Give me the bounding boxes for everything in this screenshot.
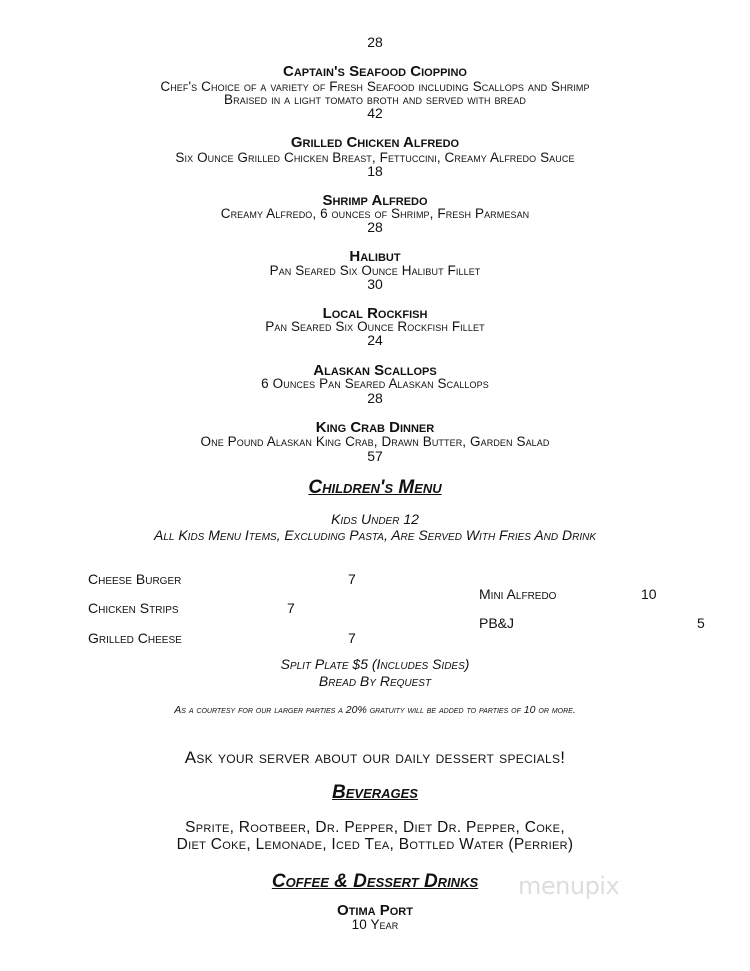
dish-description: Braised in a light tomato broth and served with bread [224,92,526,107]
kids-item-name: Mini Alfredo [479,586,557,602]
dish-description: 6 Ounces Pan Seared Alaskan Scallops [261,376,489,391]
dish-description: Six Ounce Grilled Chicken Breast, Fettuccini, Creamy Alfredo Sauce [175,150,575,165]
price: 30 [367,276,383,292]
dish-name: Captain's Seafood Cioppino [283,63,467,80]
dish-description: Pan Seared Six Ounce Rockfish Fillet [265,319,485,334]
price: 42 [367,105,383,121]
kids-item-price: 7 [348,630,356,646]
dish-description: Chef's Choice of a variety of Fresh Seafood including Scallops and Shrimp [160,79,590,94]
price: 28 [367,34,383,50]
bread-note: Bread By Request [318,673,432,689]
price: 24 [367,332,383,348]
dish-name: Local Rockfish [322,305,428,322]
dessert-specials-note: Ask your server about our daily dessert specials! [184,748,566,767]
kids-age-note: Kids Under 12 [331,511,419,527]
price: 28 [367,390,383,406]
beverages-list: Diet Coke, Lemonade, Iced Tea, Bottled Water (Perrier) [176,836,574,853]
kids-item-price: 10 [641,586,657,602]
kids-item-name: Grilled Cheese [88,630,182,646]
dish-description: Creamy Alfredo, 6 ounces of Shrimp, Fresh Parmesan [220,206,530,221]
kids-item-name: Chicken Strips [88,600,179,616]
gratuity-note: As a courtesy for our larger parties a 20% gratuity will be added to parties of 10 or more. [174,704,576,716]
kids-item-name: Cheese Burger [88,571,182,587]
dish-name: King Crab Dinner [315,419,435,436]
kids-item-price: 5 [697,615,705,631]
dish-name: Alaskan Scallops [313,362,437,379]
dish-description: One Pound Alaskan King Crab, Drawn Butter, Garden Salad [200,434,550,449]
drink-description: 10 Year [351,917,399,932]
price: 57 [367,448,383,464]
watermark-logo: menupix [518,872,620,900]
beverages-heading: Beverages [332,782,418,803]
kids-sides-note: All Kids Menu Items, Excluding Pasta, Are Served With Fries And Drink [153,527,596,543]
dish-name: Halibut [349,248,401,265]
drink-name: Otima Port [337,902,413,919]
price: 28 [367,219,383,235]
childrens-menu-heading: Children's Menu [308,477,442,498]
coffee-dessert-heading: Coffee & Dessert Drinks [271,871,479,892]
dish-name: Grilled Chicken Alfredo [290,134,460,151]
kids-item-price: 7 [287,600,295,616]
split-plate-note: Split Plate $5 (Includes Sides) [280,656,470,672]
dish-name: Shrimp Alfredo [322,192,428,209]
kids-item-price: 7 [348,571,356,587]
beverages-list: Sprite, Rootbeer, Dr. Pepper, Diet Dr. Pepper, Coke, [185,819,565,836]
price: 18 [367,163,383,179]
dish-description: Pan Seared Six Ounce Halibut Fillet [269,263,481,278]
kids-item-name: PB&J [479,615,515,631]
